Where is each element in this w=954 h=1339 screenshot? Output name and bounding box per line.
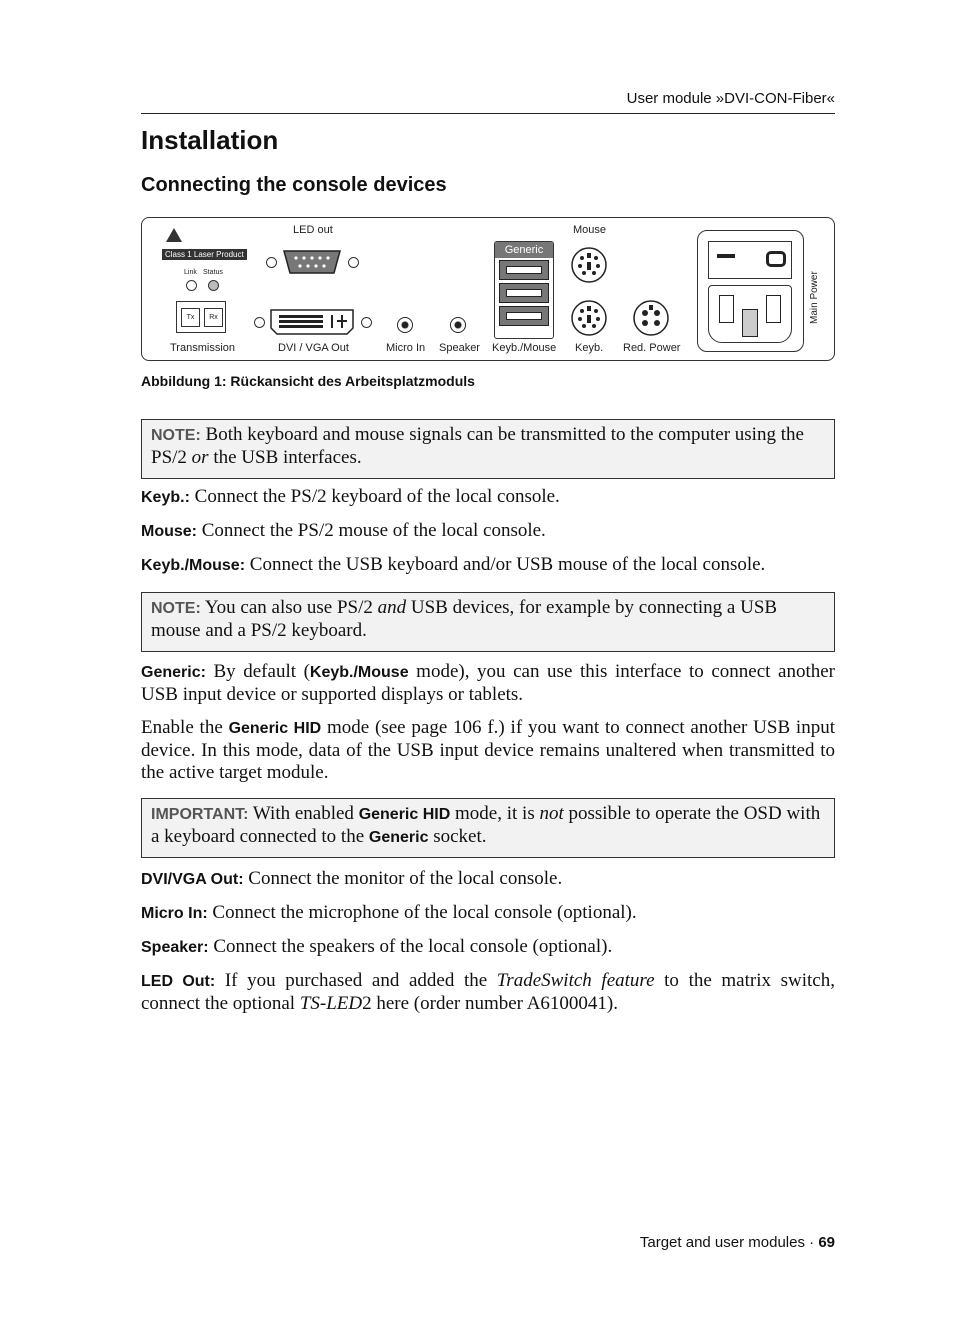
term-text: Connect the microphone of the local console (optional).	[207, 902, 637, 923]
speaker-paragraph	[141, 936, 835, 959]
term-text: mode), you can use this interface to connect another USB input device or supported displays or tablets.	[141, 661, 835, 705]
term-label: Generic:	[141, 664, 206, 681]
term-label: DVI/VGA Out:	[141, 871, 244, 888]
tx-label: Tx	[181, 308, 200, 327]
term-text: Connect the speakers of the local console (optional).	[208, 936, 613, 957]
term-text: If you purchased and added the	[215, 970, 497, 991]
generic-label: Generic	[495, 242, 553, 258]
important-label: IMPORTANT:	[151, 806, 249, 823]
term-label: Keyb.:	[141, 489, 190, 506]
label-keyb: Keyb.	[575, 342, 604, 354]
label-transmission: Transmission	[170, 342, 235, 354]
page-title: Installation	[141, 125, 279, 155]
laser-label: Class 1 Laser Product	[162, 249, 247, 260]
term-emphasis: TS-LED	[299, 993, 363, 1014]
led-out-label: LED out	[293, 224, 333, 236]
term-text: Connect the PS/2 keyboard of the local console.	[189, 486, 560, 507]
usb-port-icon	[499, 283, 549, 303]
socket-name: Generic	[368, 829, 429, 846]
fiber-connector	[176, 301, 226, 333]
term-label: Keyb./Mouse:	[141, 557, 246, 574]
screw-icon	[361, 317, 372, 328]
note-box	[141, 592, 835, 652]
body-text: mode (see page 106 f.) if you want to connect another USB input device. In this mode, data of the USB input device remains unaltered when transmitted to the active target module.	[141, 717, 835, 783]
led-paragraph	[141, 970, 835, 1015]
important-emphasis: not	[539, 803, 564, 824]
mouse-label: Mouse	[573, 224, 607, 236]
label-micro-in: Micro In	[386, 342, 426, 354]
term-label: Micro In:	[141, 905, 208, 922]
rear-panel-figure	[141, 217, 835, 361]
footer-text: Target and user modules ·	[639, 1234, 819, 1251]
speaker-jack-icon	[450, 317, 466, 333]
screw-icon	[254, 317, 265, 328]
ps2-keyboard-port-icon	[570, 299, 608, 337]
link-label: Link	[184, 269, 197, 276]
term-label: Mouse:	[141, 523, 197, 540]
term-text: Connect the monitor of the local console.	[243, 868, 563, 889]
term-text: Connect the USB keyboard and/or USB mouse of the local console.	[245, 554, 766, 575]
page-footer	[141, 1234, 835, 1251]
label-red-power: Red. Power	[623, 342, 681, 354]
laser-warning-icon	[166, 228, 182, 242]
running-header: User module »DVI-CON-Fiber«	[141, 90, 835, 114]
note-text: USB devices, for example by connecting a USB mouse and a PS/2 keyboard.	[151, 597, 778, 641]
power-inlet-icon	[708, 285, 792, 343]
mode-name: Keyb./Mouse	[309, 664, 409, 681]
enable-paragraph	[141, 717, 835, 784]
power-off-glyph	[766, 251, 786, 267]
dvi-paragraph	[141, 868, 835, 891]
mode-name: Generic HID	[228, 720, 322, 737]
important-text: socket.	[428, 826, 487, 847]
main-power-label: Main Power	[809, 271, 820, 324]
screw-icon	[266, 257, 277, 268]
important-text: possible to operate the OSD with a keyboard connected to the	[151, 803, 821, 847]
note-label: NOTE:	[151, 427, 201, 444]
term-label: LED Out:	[141, 973, 216, 990]
term-text: By default (	[205, 661, 310, 682]
usb-port-icon	[499, 306, 549, 326]
main-power-module	[697, 230, 804, 352]
mode-name: Generic HID	[358, 806, 451, 823]
term-text: Connect the PS/2 mouse of the local console.	[197, 520, 546, 541]
body-text: Enable the	[141, 717, 229, 738]
label-speaker: Speaker	[439, 342, 480, 354]
note-text: Both keyboard and mouse signals can be transmitted to the computer using the PS/2	[151, 424, 804, 468]
dvi-port-icon	[269, 308, 355, 336]
label-keyb-mouse: Keyb./Mouse	[492, 342, 557, 354]
important-box	[141, 798, 835, 858]
keyb-paragraph	[141, 486, 835, 509]
micro-in-jack-icon	[397, 317, 413, 333]
usb-port-icon	[499, 260, 549, 280]
micro-paragraph	[141, 902, 835, 925]
ps2-mouse-port-icon	[570, 246, 608, 284]
important-text: mode, it is	[450, 803, 540, 824]
power-switch[interactable]	[708, 241, 792, 279]
term-emphasis: TradeSwitch feature	[496, 970, 655, 991]
status-label: Status	[203, 269, 223, 276]
label-dvi-vga-out: DVI / VGA Out	[278, 342, 349, 354]
figure-caption: Abbildung 1: Rückansicht des Arbeitsplatzmoduls	[141, 373, 475, 389]
note-text: You can also use PS/2	[200, 597, 378, 618]
mouse-paragraph	[141, 520, 835, 543]
page-number: 69	[818, 1234, 835, 1251]
important-text: With enabled	[248, 803, 359, 824]
usb-port-stack	[494, 241, 554, 339]
redundant-power-port-icon	[632, 299, 670, 337]
link-led	[186, 280, 197, 291]
keyb-mouse-paragraph	[141, 554, 835, 577]
section-title: Connecting the console devices	[141, 174, 447, 196]
note-emphasis: and	[377, 597, 407, 618]
term-text: to the matrix switch, connect the optional	[141, 970, 835, 1014]
generic-paragraph	[141, 661, 835, 706]
screw-icon	[348, 257, 359, 268]
led-out-port-icon	[282, 249, 342, 275]
status-led	[208, 280, 219, 291]
note-label: NOTE:	[151, 600, 201, 617]
rx-label: Rx	[204, 308, 223, 327]
term-text: 2 here (order number A6100041).	[362, 993, 619, 1014]
note-text: the USB interfaces.	[208, 447, 362, 468]
note-box	[141, 419, 835, 479]
term-label: Speaker:	[141, 939, 209, 956]
note-emphasis: or	[191, 447, 209, 468]
power-on-glyph	[717, 254, 735, 258]
